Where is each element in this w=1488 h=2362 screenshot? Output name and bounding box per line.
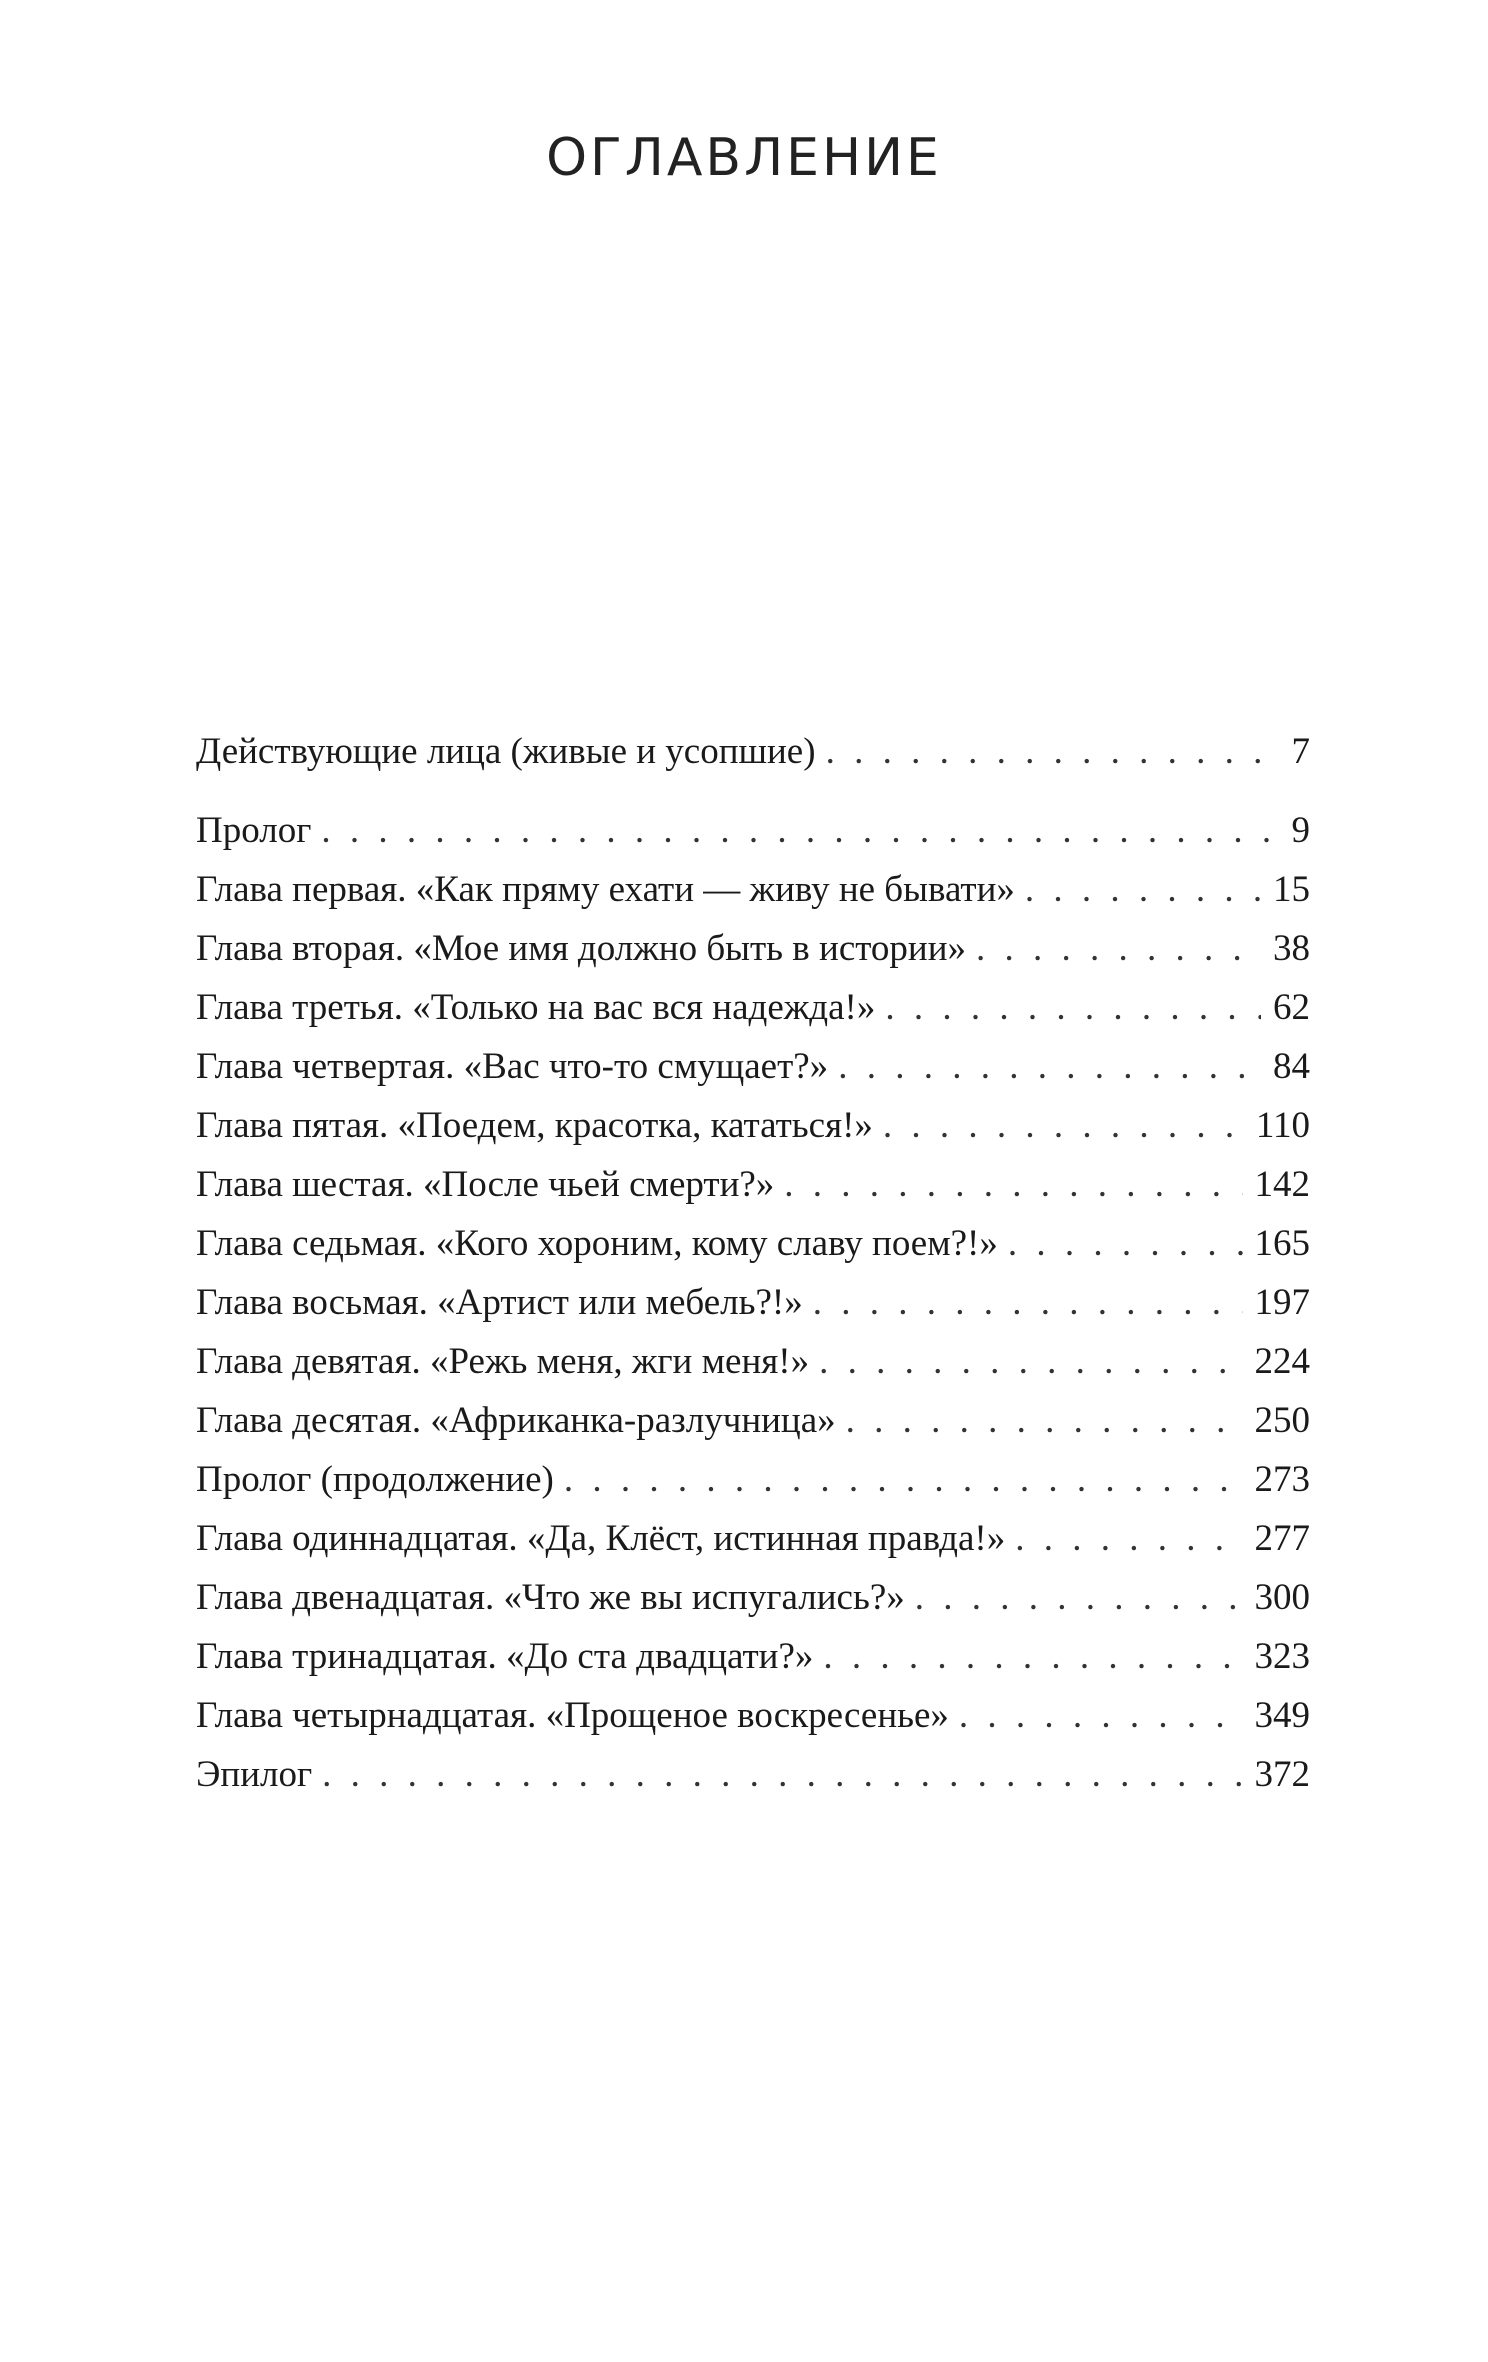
toc-entry-page: 224 <box>1254 1341 1310 1382</box>
dot-leader <box>823 1627 1242 1686</box>
toc-entry-title: Глава четвертая. «Вас что-то смущает?» <box>196 1046 829 1087</box>
toc-entry <box>196 1745 1310 1804</box>
toc-entry <box>196 1391 1310 1450</box>
toc-entry-page: 9 <box>1291 810 1310 851</box>
toc-entry-title: Глава одиннадцатая. «Да, Клёст, истинная правда!» <box>196 1518 1006 1559</box>
dot-leader <box>976 919 1261 978</box>
toc-entry-title: Глава вторая. «Мое имя должно быть в истории» <box>196 928 967 969</box>
toc-entry <box>196 1096 1310 1155</box>
dot-leader <box>883 1096 1244 1155</box>
toc-entry-title: Глава девятая. «Режь меня, жги меня!» <box>196 1341 810 1382</box>
toc-entry <box>196 1155 1310 1214</box>
dot-leader <box>813 1273 1243 1332</box>
toc-entry-title: Глава первая. «Как пряму ехати — живу не бывати» <box>196 869 1015 910</box>
contents-heading: ОГЛАВЛЕНИЕ <box>546 128 942 188</box>
dot-leader <box>564 1450 1243 1509</box>
toc-entry-page: 110 <box>1255 1105 1310 1146</box>
toc-entry-page: 15 <box>1273 869 1310 910</box>
dot-leader <box>1015 1509 1242 1568</box>
toc-entry <box>196 1037 1310 1096</box>
toc-entry-page: 142 <box>1254 1164 1310 1205</box>
dot-leader <box>959 1686 1243 1745</box>
toc-entry <box>196 1332 1310 1391</box>
dot-leader <box>321 801 1270 860</box>
toc-entry-page: 277 <box>1254 1518 1310 1559</box>
toc-entry-page: 165 <box>1254 1223 1310 1264</box>
toc-entry-page: 7 <box>1291 731 1310 772</box>
toc-entry-title: Глава тринадцатая. «До ста двадцати?» <box>196 1636 814 1677</box>
toc-entry <box>196 1686 1310 1745</box>
toc-entry-title: Глава пятая. «Поедем, красотка, кататься!» <box>196 1105 873 1146</box>
toc-entry-page: 38 <box>1273 928 1310 969</box>
toc-entry-title: Глава восьмая. «Артист или мебель?!» <box>196 1282 803 1323</box>
toc-entry <box>196 919 1310 978</box>
toc-entry-page: 349 <box>1254 1695 1310 1736</box>
dot-leader <box>838 1037 1261 1096</box>
toc-entry-title: Глава десятая. «Африканка-разлучница» <box>196 1400 836 1441</box>
toc-entry <box>196 978 1310 1037</box>
dot-leader <box>819 1332 1242 1391</box>
toc-entry-page: 62 <box>1273 987 1310 1028</box>
toc-entry <box>196 1273 1310 1332</box>
toc-entry-title: Действующие лица (живые и усопшие) <box>196 731 816 772</box>
dot-leader <box>784 1155 1242 1214</box>
dot-leader <box>1008 1214 1243 1273</box>
toc-entry <box>196 1450 1310 1509</box>
toc-entry <box>196 1509 1310 1568</box>
dot-leader <box>915 1568 1243 1627</box>
toc-entry-page: 273 <box>1254 1459 1310 1500</box>
toc-entry-title: Глава двенадцатая. «Что же вы испугались?» <box>196 1577 905 1618</box>
toc-entry-title: Глава третья. «Только на вас вся надежда!» <box>196 987 876 1028</box>
toc-entry-page: 300 <box>1254 1577 1310 1618</box>
toc-entry-page: 84 <box>1273 1046 1310 1087</box>
toc-entry <box>196 1214 1310 1273</box>
toc-entry-title: Глава седьмая. «Кого хороним, кому славу поем?!» <box>196 1223 998 1264</box>
toc-entry <box>196 1568 1310 1627</box>
toc-entry-page: 250 <box>1254 1400 1310 1441</box>
toc-entry <box>196 722 1310 781</box>
dot-leader <box>1025 860 1261 919</box>
toc-entry-title: Пролог <box>196 810 312 851</box>
dot-leader <box>885 978 1261 1037</box>
toc-entry-page: 323 <box>1254 1636 1310 1677</box>
toc-entry <box>196 860 1310 919</box>
toc-entry-title: Пролог (продолжение) <box>196 1459 554 1500</box>
toc-entry-title: Глава шестая. «После чьей смерти?» <box>196 1164 775 1205</box>
dot-leader <box>826 722 1270 781</box>
toc-entry-title: Эпилог <box>196 1754 313 1795</box>
toc-entry-title: Глава четырнадцатая. «Прощеное воскресенье» <box>196 1695 949 1736</box>
toc-entry <box>196 801 1310 860</box>
toc-entry-page: 197 <box>1254 1282 1310 1323</box>
dot-leader <box>846 1391 1243 1450</box>
toc-entry <box>196 1627 1310 1686</box>
dot-leader <box>322 1745 1242 1804</box>
toc-entry-page: 372 <box>1254 1754 1310 1795</box>
table-of-contents <box>196 722 1310 1804</box>
